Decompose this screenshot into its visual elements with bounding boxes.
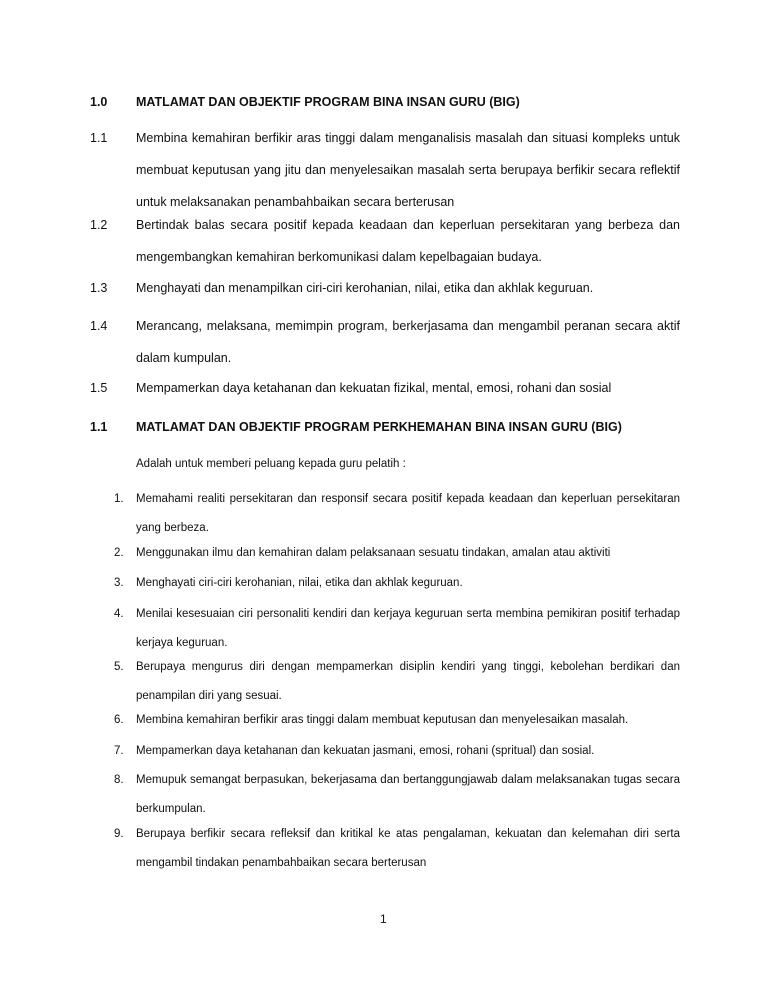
list-item	[114, 569, 680, 598]
list-item-text: Berupaya mengurus diri dengan mempamerkan disiplin kendiri yang tinggi, kebolehan berdikari dan penampilan diri yang sesuai.	[136, 661, 680, 702]
list-item-text: Berupaya berfikir secara refleksif dan kritikal ke atas pengalaman, kekuatan dan kelemahan diri serta mengambil tindakan penambahbaikan secara berterusan	[136, 828, 680, 869]
heading-text: MATLAMAT DAN OBJEKTIF PROGRAM PERKHEMAHAN BINA INSAN GURU (BIG)	[136, 420, 622, 434]
list-item-text: Menggunakan ilmu dan kemahiran dalam pelaksanaan sesuatu tindakan, amalan atau aktiviti	[136, 547, 611, 559]
list-item-text: Membina kemahiran berfikir aras tinggi dalam membuat keputusan dan menyelesaikan masalah.	[136, 714, 629, 726]
section-number: 1.3	[90, 281, 108, 295]
list-item-number: 3.	[114, 577, 124, 589]
section-number: 1.5	[90, 381, 108, 395]
heading-matlamat-perkhemahan	[90, 411, 680, 443]
list-item-number: 5.	[114, 661, 124, 673]
page-number: 1	[380, 912, 387, 926]
list-item-text: Memahami realiti persekitaran dan responsif secara positif kepada keadaan dan keperluan persekitaran yang berbeza.	[136, 493, 680, 534]
list-item-number: 6.	[114, 714, 124, 726]
list-item	[114, 600, 680, 658]
list-item	[114, 706, 680, 735]
heading-number: 1.1	[90, 420, 108, 434]
list-item-number: 1.	[114, 493, 124, 505]
section-text: Membina kemahiran berfikir aras tinggi dalam menganalisis masalah dan situasi kompleks untuk membuat keputusan yang jitu dan menyelesaikan masalah serta berupaya berfikir secara reflektif untuk melaksanakan penambahbaikan secara berterusan	[136, 131, 680, 209]
list-item	[114, 766, 680, 824]
list-item	[114, 737, 680, 766]
list-item-number: 9.	[114, 828, 124, 840]
section-1-3	[90, 272, 680, 304]
section-number: 1.1	[90, 131, 108, 145]
section-text: Bertindak balas secara positif kepada keadaan dan keperluan persekitaran yang berbeza dan mengembangkan kemahiran berkomunikasi dalam kepelbagaian budaya.	[136, 218, 680, 264]
list-item-number: 4.	[114, 608, 124, 620]
section-1-2	[90, 209, 680, 273]
list-item	[114, 539, 680, 568]
list-item	[114, 653, 680, 711]
list-item-number: 7.	[114, 745, 124, 757]
section-number: 1.2	[90, 218, 108, 232]
intro-text: Adalah untuk memberi peluang kepada guru pelatih :	[136, 458, 406, 470]
list-item-number: 2.	[114, 547, 124, 559]
list-item-text: Menilai kesesuaian ciri personaliti kendiri dan kerjaya keguruan serta membina pemikiran positif terhadap kerjaya keguruan.	[136, 608, 680, 649]
list-item	[114, 485, 680, 543]
section-text: Mempamerkan daya ketahanan dan kekuatan fizikal, mental, emosi, rohani dan sosial	[136, 381, 612, 395]
section-1-4	[90, 310, 680, 374]
section-text: Merancang, melaksana, memimpin program, berkerjasama dan mengambil peranan secara aktif dalam kumpulan.	[136, 319, 680, 365]
heading-number: 1.0	[90, 95, 108, 109]
section-text: Menghayati dan menampilkan ciri-ciri kerohanian, nilai, etika dan akhlak keguruan.	[136, 281, 594, 295]
heading-text: MATLAMAT DAN OBJEKTIF PROGRAM BINA INSAN GURU (BIG)	[136, 95, 520, 109]
list-item-number: 8.	[114, 774, 124, 786]
list-item-text: Memupuk semangat berpasukan, bekerjasama dan bertanggungjawab dalam melaksanakan tugas secara berkumpulan.	[136, 774, 680, 815]
section-1-5	[90, 372, 680, 404]
list-item	[114, 820, 680, 878]
heading-matlamat-big	[90, 86, 680, 118]
list-item-text: Menghayati ciri-ciri kerohanian, nilai, etika dan akhlak keguruan.	[136, 577, 463, 589]
list-item-text: Mempamerkan daya ketahanan dan kekuatan jasmani, emosi, rohani (spritual) dan sosial.	[136, 745, 595, 757]
section-1-1	[90, 122, 680, 218]
section-number: 1.4	[90, 319, 108, 333]
